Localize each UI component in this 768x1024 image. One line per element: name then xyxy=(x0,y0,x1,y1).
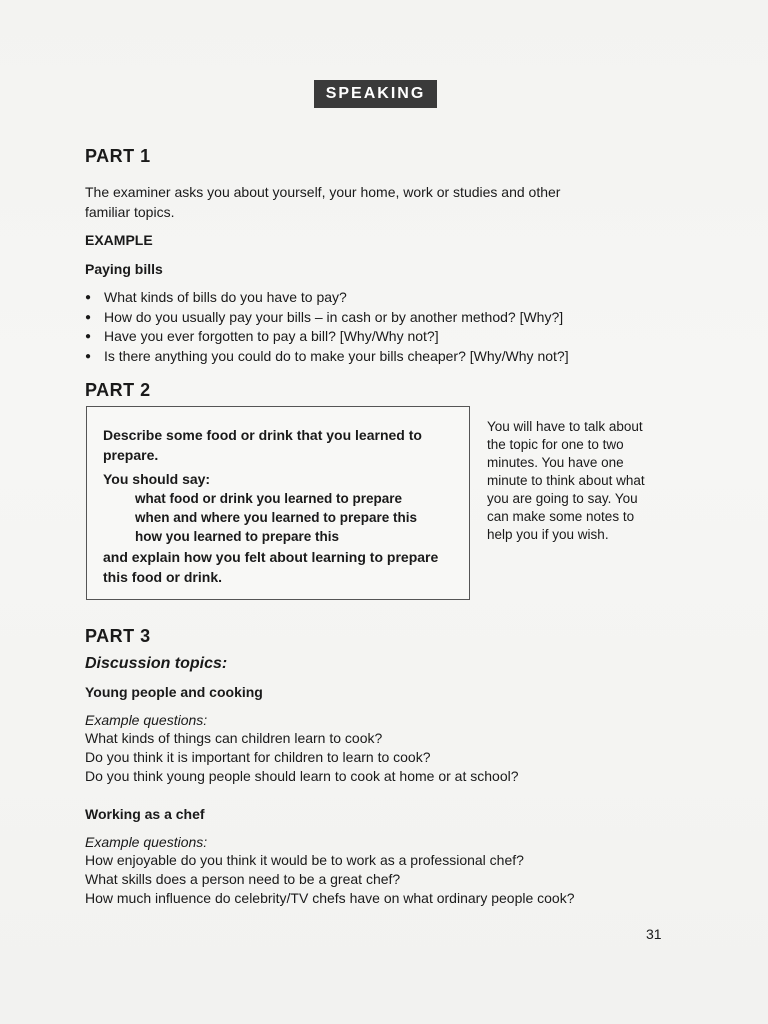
list-item: What skills does a person need to be a great chef? xyxy=(85,871,401,887)
bullet-icon: ● xyxy=(85,331,92,342)
list-item xyxy=(85,327,569,347)
task-prompt: Describe some food or drink that you learned to prepare. xyxy=(103,427,422,463)
question-text: How do you usually pay your bills – in cash or by another method? [Why?] xyxy=(104,308,564,325)
part2-heading: PART 2 xyxy=(85,380,151,400)
list-item xyxy=(85,347,569,367)
question-text: What kinds of bills do you have to pay? xyxy=(104,289,347,305)
you-should-say-label: You should say: xyxy=(103,471,211,487)
topic-question-list xyxy=(85,729,519,786)
list-item: How enjoyable do you think it would be to work as a professional chef? xyxy=(85,852,524,868)
example-questions-label: Example questions: xyxy=(85,834,208,850)
discussion-topics-label: Discussion topics: xyxy=(85,655,228,672)
task-closing: and explain how you felt about learning to prepare this food or drink. xyxy=(103,549,439,585)
question-text: Have you ever forgotten to pay a bill? [Why/Why not?] xyxy=(104,328,439,344)
part1-intro: The examiner asks you about yourself, your home, work or studies and other familiar topics. xyxy=(85,184,561,220)
example-label: EXAMPLE xyxy=(85,232,153,248)
list-item xyxy=(85,288,569,308)
list-item: how you learned to prepare this xyxy=(135,529,340,544)
part3-heading: PART 3 xyxy=(85,626,151,646)
list-item xyxy=(85,308,569,328)
section-label-speaking: SPEAKING xyxy=(314,80,437,108)
question-text: Is there anything you could do to make your bills cheaper? [Why/Why not?] xyxy=(104,347,569,364)
task-card xyxy=(86,406,470,600)
task-points xyxy=(135,489,417,546)
bullet-icon: ● xyxy=(85,311,92,323)
list-item: What kinds of things can children learn to cook? xyxy=(85,730,383,746)
bullet-icon: ● xyxy=(85,350,92,362)
topic-title: Working as a chef xyxy=(85,806,205,822)
page-number: 31 xyxy=(646,926,662,942)
list-item: what food or drink you learned to prepare xyxy=(135,491,403,506)
topic-question-list xyxy=(85,851,575,908)
example-questions-label: Example questions: xyxy=(85,712,208,728)
side-note: You will have to talk about the topic for one to two minutes. You have one minute to think about what you are going to say. You can make some notes to help you if you wish. xyxy=(487,419,645,542)
part1-topic: Paying bills xyxy=(85,261,163,277)
topic-title: Young people and cooking xyxy=(85,684,263,700)
bullet-icon: ● xyxy=(85,292,92,303)
list-item: How much influence do celebrity/TV chefs have on what ordinary people cook? xyxy=(85,890,575,906)
list-item: when and where you learned to prepare this xyxy=(135,510,418,525)
list-item: Do you think young people should learn to cook at home or at school? xyxy=(85,768,519,784)
part1-question-list xyxy=(85,288,569,366)
list-item: Do you think it is important for children to learn to cook? xyxy=(85,749,431,765)
part1-heading: PART 1 xyxy=(85,146,151,166)
